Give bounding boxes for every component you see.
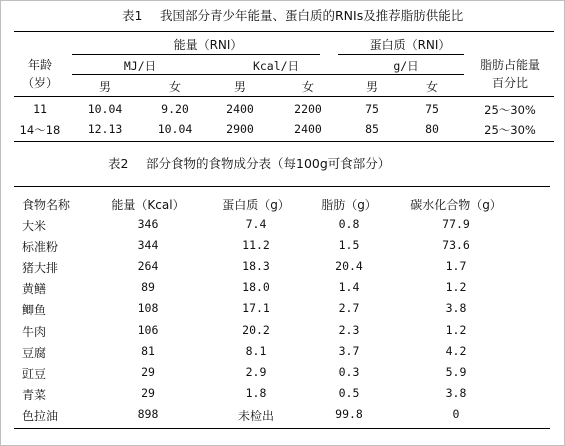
table1-header-age: 年龄 (27, 58, 53, 72)
table2-cell-energy: 344 (137, 238, 159, 252)
table2-caption-title: 部分食物的食物成分表（每100g可食部分） (146, 156, 391, 171)
table2-cell-food: 鲫鱼 (22, 303, 47, 317)
table2-cell-carbs: 1.2 (445, 323, 467, 337)
table2-cell-fat: 0.5 (338, 386, 360, 400)
table2-cell-protein: 1.8 (245, 386, 267, 400)
table2-cell-food: 色拉油 (22, 409, 59, 423)
table1-header-female: 女 (301, 80, 315, 94)
table1-cell-mj-female: 10.04 (157, 122, 193, 136)
table2-header-carbs: 碳水化合物（g） (410, 198, 502, 212)
table2-cell-carbs: 1.2 (445, 280, 467, 294)
table2-cell-fat: 2.3 (338, 323, 360, 337)
table2-cell-protein: 17.1 (242, 301, 270, 315)
table2-cell-protein: 7.4 (245, 217, 267, 231)
table1-top-rule (14, 31, 554, 32)
table1-cell-kcal-female: 2200 (294, 102, 322, 116)
table1-cell-g-male: 85 (365, 122, 379, 136)
table2-cell-fat: 99.8 (335, 407, 363, 421)
table1-header-kcal: Kcal/日 (252, 59, 300, 73)
table1-cell-fat: 25～30% (484, 123, 536, 137)
table1-header-female: 女 (168, 80, 182, 94)
table2-cell-fat: 20.4 (335, 259, 363, 273)
table1-cell-age: 11 (33, 102, 47, 116)
table1-header-g: g/日 (393, 59, 419, 73)
table2-cell-food: 豆腐 (22, 346, 47, 360)
table1-header-protein: 蛋白质（RNI） (369, 38, 451, 52)
table1-cell-age: 14～18 (19, 123, 61, 137)
table2-cell-carbs: 73.6 (442, 238, 470, 252)
table2-cell-food: 猪大排 (22, 261, 59, 275)
table1-header-mj: MJ/日 (123, 59, 157, 73)
table2-cell-energy: 29 (141, 386, 155, 400)
table2-cell-fat: 1.5 (338, 238, 360, 252)
table1-bottom-rule (14, 141, 554, 142)
table1-cell-mj-female: 9.20 (161, 102, 189, 116)
table2-cell-energy: 29 (141, 365, 155, 379)
table1-cell-g-male: 75 (365, 102, 379, 116)
table2-cell-carbs: 3.8 (445, 301, 467, 315)
table1-header-fat-line1: 脂肪占能量 (479, 58, 541, 72)
table1-cell-kcal-female: 2400 (294, 122, 322, 136)
table2-cell-food: 黄鳝 (22, 282, 47, 296)
table1-caption-title: 我国部分青少年能量、蛋白质的RNIs及推荐脂肪供能比 (160, 8, 464, 23)
table1-header-energy: 能量（RNI） (173, 38, 243, 52)
table1-cell-fat: 25～30% (484, 103, 536, 117)
table1-caption-number: 表1 (122, 8, 143, 23)
table1-header-male: 男 (98, 80, 112, 94)
table2-cell-carbs: 5.9 (445, 365, 467, 379)
table1-header-fat-line2: 百分比 (491, 76, 529, 90)
table2-cell-food: 大米 (22, 219, 47, 233)
table1-unit-underline (72, 74, 464, 75)
table2-cell-protein: 8.1 (245, 344, 267, 358)
table2-cell-protein: 18.3 (242, 259, 270, 273)
table2-cell-fat: 0.8 (338, 217, 360, 231)
table2-cell-energy: 108 (137, 301, 159, 315)
table1-header-male: 男 (233, 80, 247, 94)
table2-header-energy: 能量（Kcal） (111, 198, 185, 212)
table1-cell-g-female: 75 (425, 102, 439, 116)
table2-header-fat: 脂肪（g） (321, 198, 377, 212)
table2-cell-energy: 89 (141, 280, 155, 294)
table1-header-age-unit: （岁） (21, 76, 59, 90)
table2-cell-food: 牛肉 (22, 325, 47, 339)
table2-cell-protein: 2.9 (245, 365, 267, 379)
table2-cell-fat: 1.4 (338, 280, 360, 294)
table1-header-rule (14, 96, 554, 97)
table2-cell-protein: 11.2 (242, 238, 270, 252)
table2-cell-fat: 2.7 (338, 301, 360, 315)
table2-cell-protein: 20.2 (242, 323, 270, 337)
table2-cell-food: 豇豆 (22, 367, 47, 381)
table2-bottom-rule (14, 428, 550, 429)
table1-header-female: 女 (425, 80, 439, 94)
table1-cell-g-female: 80 (425, 122, 439, 136)
table2-cell-carbs: 77.9 (442, 217, 470, 231)
table2-cell-energy: 264 (137, 259, 159, 273)
table2-cell-carbs: 1.7 (445, 259, 467, 273)
table2-cell-protein: 18.0 (242, 280, 270, 294)
table2-cell-food: 青菜 (22, 388, 47, 402)
table2-header-food: 食物名称 (22, 198, 71, 212)
table1-cell-kcal-male: 2400 (226, 102, 254, 116)
table1-protein-underline (338, 54, 464, 55)
table2-cell-energy: 346 (137, 217, 159, 231)
table2-caption-number: 表2 (108, 156, 129, 171)
table2-cell-energy: 898 (137, 407, 159, 421)
table2-cell-protein: 未检出 (237, 409, 275, 423)
table2-cell-fat: 0.3 (338, 365, 360, 379)
table2-top-rule (14, 186, 550, 187)
table1-header-male: 男 (365, 80, 379, 94)
table2-cell-food: 标准粉 (22, 240, 59, 254)
table2-cell-carbs: 0 (452, 407, 460, 421)
table1-energy-underline (72, 54, 320, 55)
table2-cell-energy: 106 (137, 323, 159, 337)
table2-cell-carbs: 3.8 (445, 386, 467, 400)
table1-cell-mj-male: 10.04 (87, 102, 123, 116)
table1-cell-kcal-male: 2900 (226, 122, 254, 136)
table2-cell-carbs: 4.2 (445, 344, 467, 358)
table1-cell-mj-male: 12.13 (87, 122, 123, 136)
table2-header-protein: 蛋白质（g） (222, 198, 290, 212)
table2-cell-energy: 81 (141, 344, 155, 358)
table2-cell-fat: 3.7 (338, 344, 360, 358)
